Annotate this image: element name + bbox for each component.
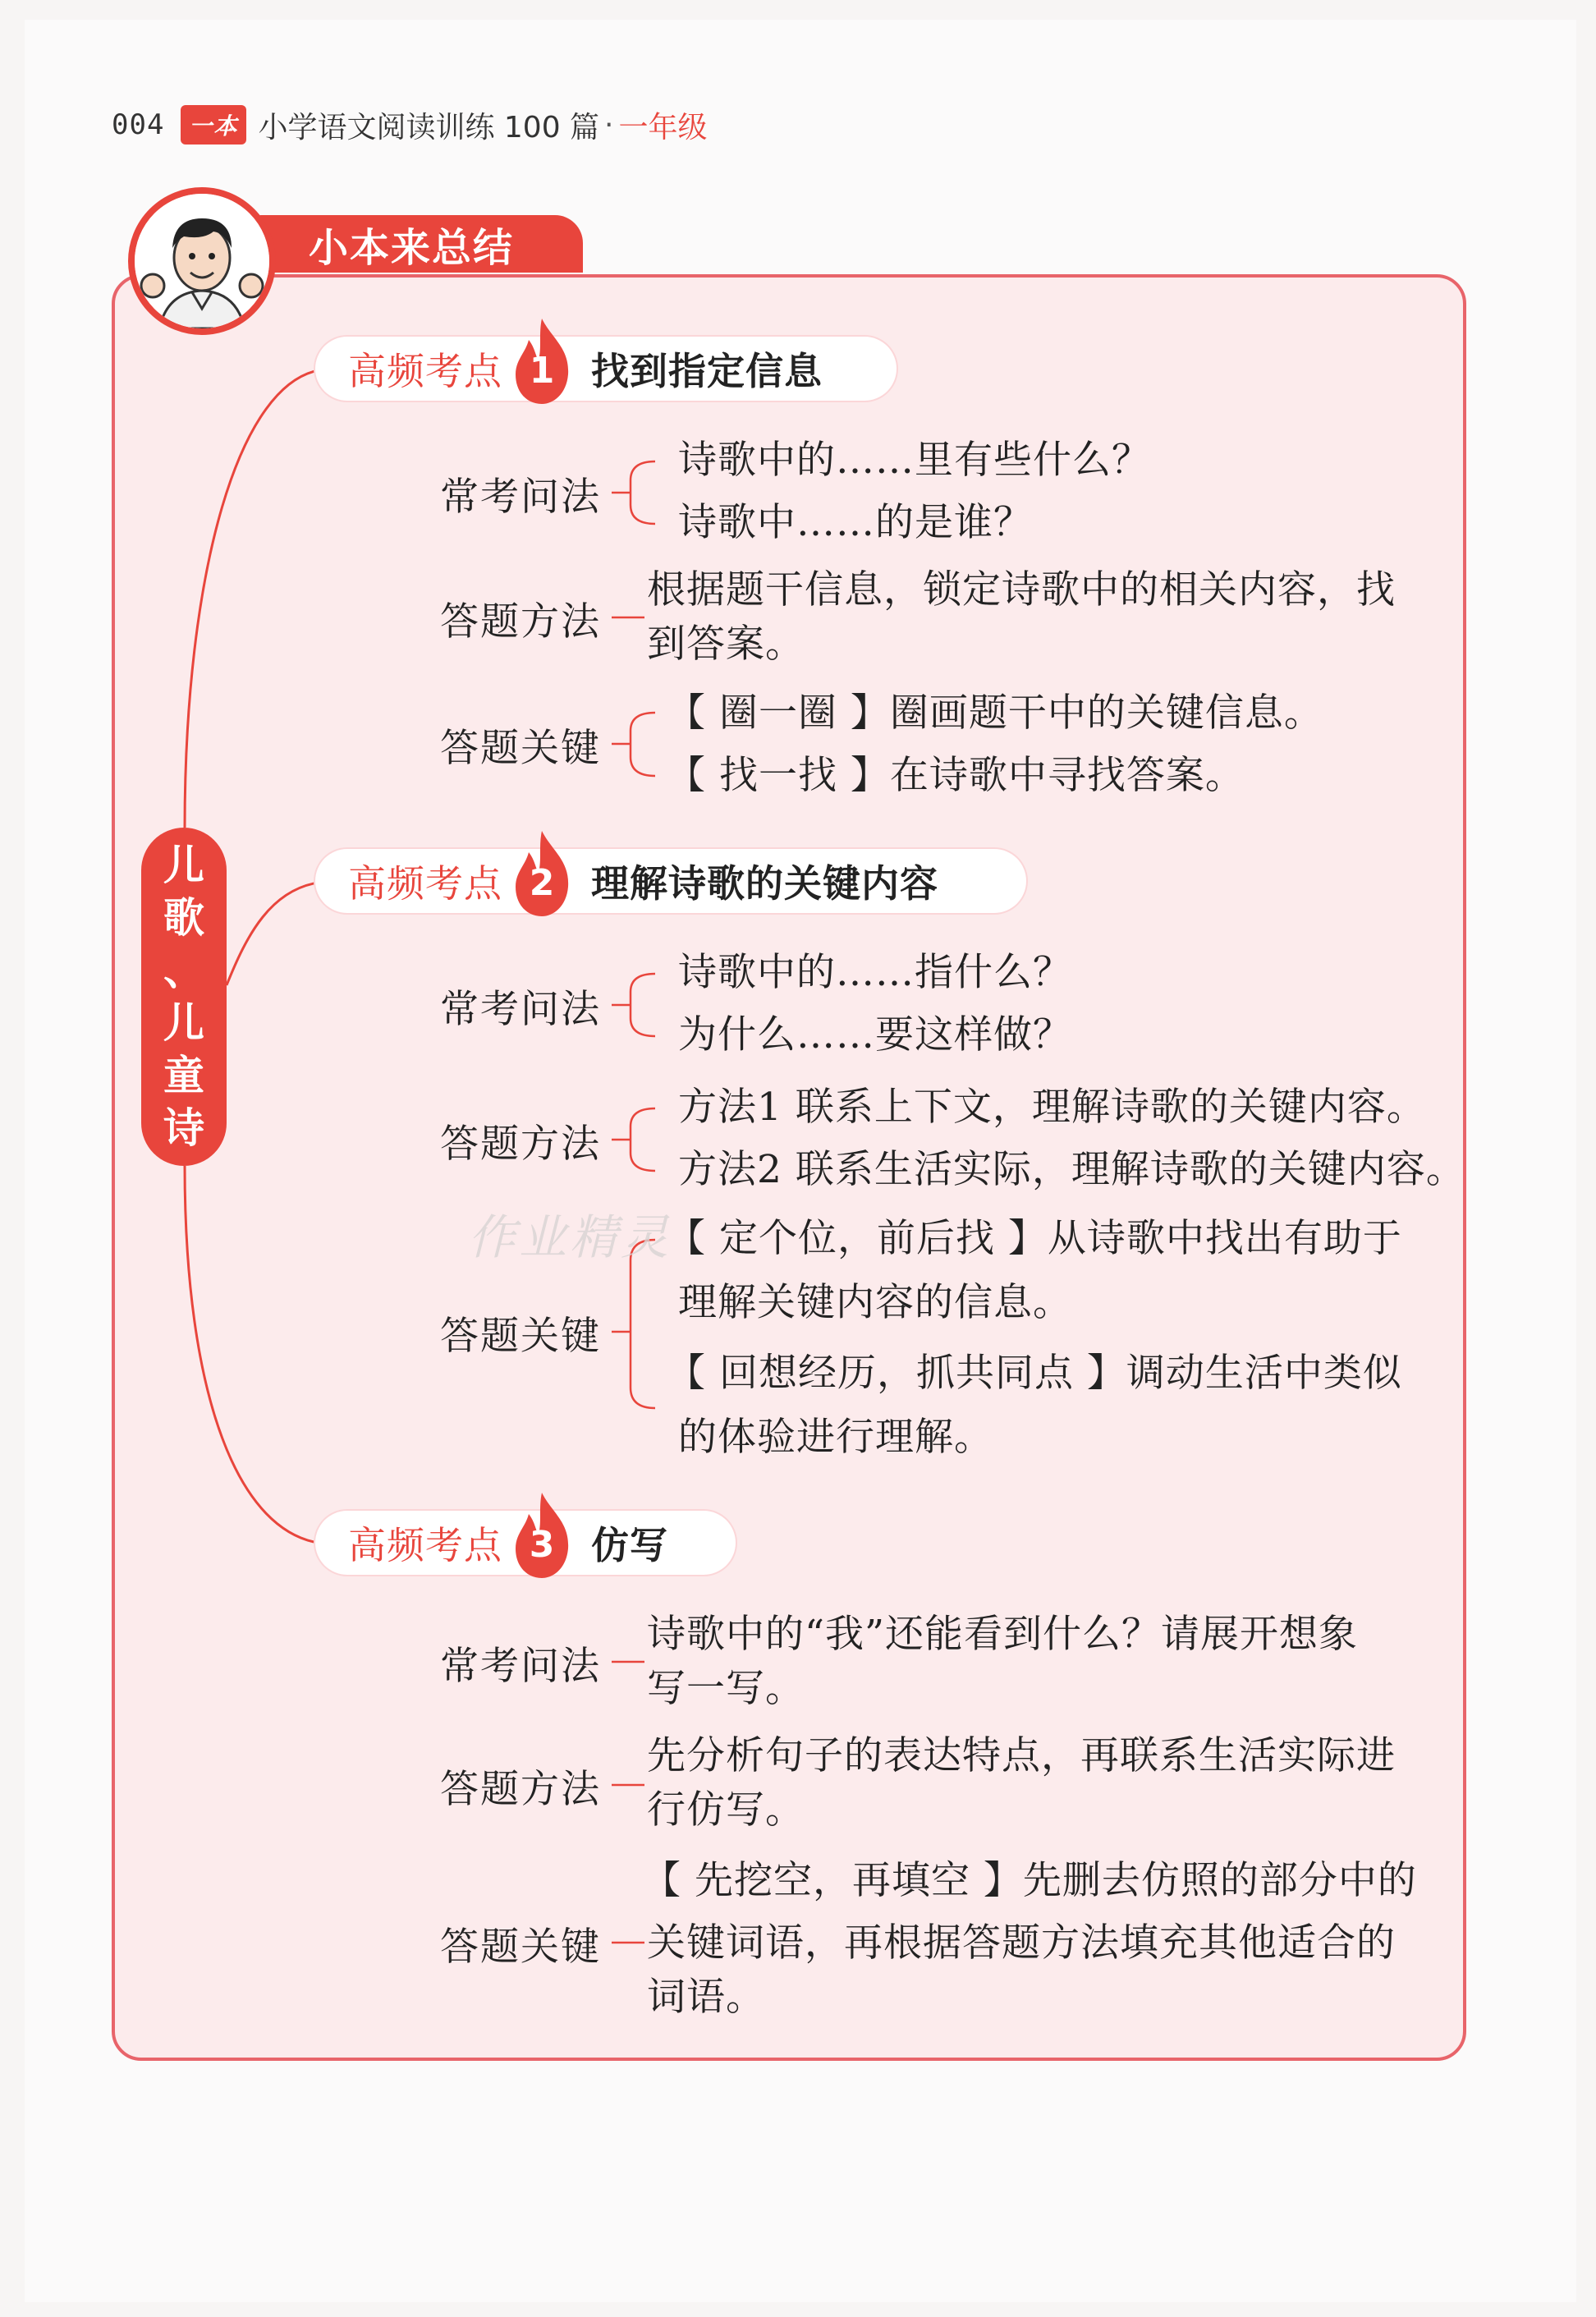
key-line: 词语。 [647,1975,765,2020]
page-number: 004 [112,108,165,141]
ask-label: 常考问法 [440,475,601,520]
key-line: 的体验进行理解。 [678,1415,993,1460]
category-char: 儿 [163,842,204,889]
brand-logo: 一本 [181,105,246,145]
watermark: 作业精灵 [468,1209,672,1265]
key-line: 【 圈一圈 】圈画题干中的关键信息。 [667,691,1323,736]
ask-line: 诗歌中的……指什么？ [678,950,1072,995]
point-title: 找到指定信息 [591,349,823,393]
category-char: 儿 [163,999,204,1047]
section-title: 小本来总结 [309,224,515,271]
point-tag: 高频考点 [348,861,502,906]
method-line: 到答案。 [647,622,805,667]
point-title: 仿写 [591,1523,668,1567]
key-line: 【 回想经历，抓共同点 】调动生活中类似 [667,1351,1402,1396]
point-3-header [315,1511,736,1575]
point-number: 2 [529,862,555,904]
point-number: 1 [529,350,555,392]
method-line: 行仿写。 [647,1787,805,1833]
key-line: 【 定个位，前后找 】从诗歌中找出有助于 [667,1216,1402,1261]
key-label: 答题关键 [440,726,601,771]
method-line: 先分析句子的表达特点，再联系生活实际进 [647,1733,1396,1778]
flame-icon [511,1489,573,1580]
method-line: 方法2 联系生活实际，理解诗歌的关键内容。 [678,1147,1465,1192]
category-char: 童 [163,1052,204,1099]
point-2-header [315,849,1026,913]
point-tag: 高频考点 [348,1523,502,1567]
key-label: 答题关键 [440,1314,601,1359]
grade-label: 一年级 [618,110,708,145]
category-char: 歌 [163,894,204,942]
ask-line: 诗歌中的……里有些什么？ [678,438,1151,483]
key-label: 答题关键 [440,1925,601,1970]
method-label: 答题方法 [440,1767,601,1812]
flame-icon [511,315,573,406]
method-label: 答题方法 [440,1122,601,1167]
category-char: 诗 [163,1104,204,1152]
point-tag: 高频考点 [348,349,502,393]
ask-line: 为什么……要这样做？ [678,1012,1072,1058]
key-line: 关键词语，再根据答题方法填充其他适合的 [647,1920,1396,1966]
method-line: 根据题干信息，锁定诗歌中的相关内容，找 [647,567,1396,613]
category-vertical-label [141,828,227,1166]
method-label: 答题方法 [440,599,601,645]
book-title: 小学语文阅读训练 100 篇 [258,110,600,145]
ask-line: 写一写。 [647,1666,805,1711]
category-char: 、 [163,947,204,994]
key-line: 【 找一找 】在诗歌中寻找答案。 [667,753,1245,798]
flame-icon [511,828,573,918]
key-line: 理解关键内容的信息。 [678,1280,1072,1325]
ask-label: 常考问法 [440,987,601,1032]
ask-label: 常考问法 [440,1644,601,1689]
point-1-header [315,337,897,401]
ask-line: 诗歌中的“我”还能看到什么？请展开想象 [647,1612,1359,1657]
key-line: 【 先挖空，再填空 】先删去仿照的部分中的 [642,1858,1417,1903]
point-number: 3 [529,1524,555,1566]
ask-line: 诗歌中……的是谁？ [678,500,1033,545]
header-separator: · [604,108,614,142]
method-line: 方法1 联系上下文，理解诗歌的关键内容。 [678,1085,1426,1130]
point-title: 理解诗歌的关键内容 [591,861,938,906]
